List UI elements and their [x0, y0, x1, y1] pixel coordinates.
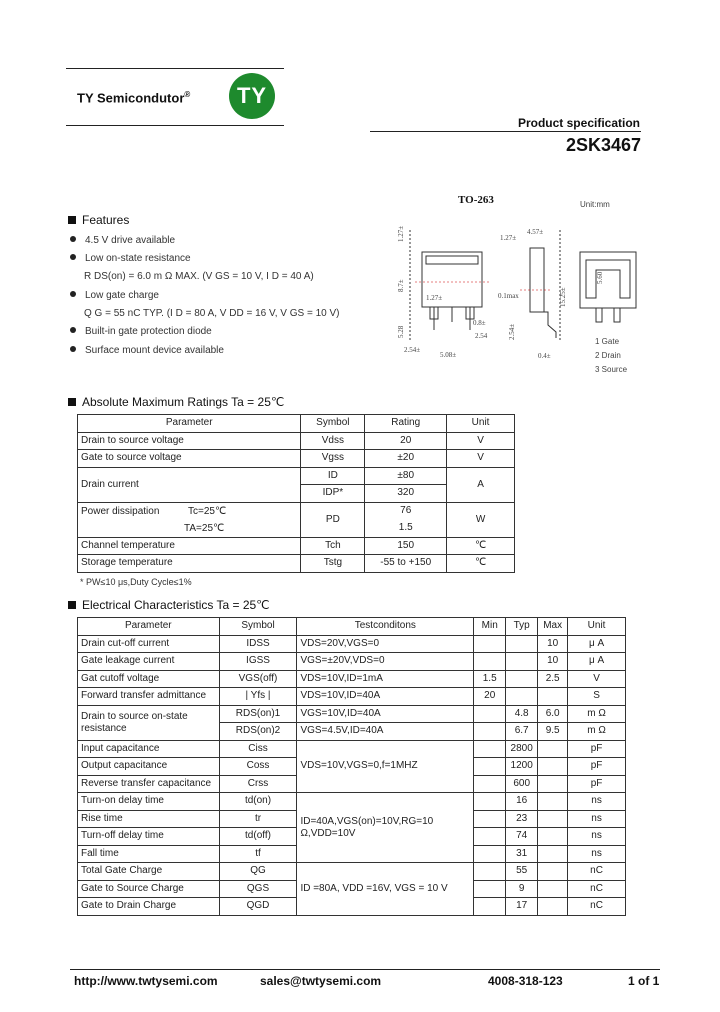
- typ-cell: [506, 635, 538, 653]
- symbol-cell: Vgss: [301, 450, 365, 468]
- feature-item: [84, 271, 314, 282]
- typ-cell: 74: [506, 828, 538, 846]
- min-cell: [474, 653, 506, 671]
- symbol-cell: Coss: [219, 758, 297, 776]
- param-cell: Gate leakage current: [78, 653, 220, 671]
- typ-cell: 55: [506, 863, 538, 881]
- unit-cell: m Ω: [568, 723, 626, 741]
- min-cell: [474, 845, 506, 863]
- brand-text: TY Semicondutor: [77, 90, 185, 106]
- param-cell: Drain cut-off current: [78, 635, 220, 653]
- table-row: [78, 670, 626, 688]
- typ-cell: 2800: [506, 740, 538, 758]
- condition-cell: VGS=10V,ID=40A: [297, 705, 474, 723]
- svg-text:0.1max: 0.1max: [498, 292, 519, 300]
- rating-value-1: 76: [400, 505, 412, 516]
- param-cell: Channel temperature: [78, 537, 301, 555]
- rating-cell: ±80: [365, 467, 447, 485]
- feature-item: [84, 308, 340, 319]
- unit-cell: V: [447, 450, 515, 468]
- max-cell: [538, 758, 568, 776]
- max-cell: [538, 898, 568, 916]
- part-number: 2SK3467: [565, 135, 641, 155]
- unit-cell: pF: [568, 740, 626, 758]
- features-heading: [68, 213, 129, 227]
- footer-rule: [70, 969, 660, 970]
- typ-cell: 4.8: [506, 705, 538, 723]
- title-rule: [370, 131, 641, 132]
- min-cell: [474, 740, 506, 758]
- unit-cell: ns: [568, 845, 626, 863]
- min-cell: [474, 723, 506, 741]
- param-cell: Gate to Drain Charge: [78, 898, 220, 916]
- param-cell: Gat cutoff voltage: [78, 670, 220, 688]
- table-header-row: [78, 415, 515, 433]
- package-outline-svg: [397, 190, 660, 380]
- typ-cell: 600: [506, 775, 538, 793]
- unit-cell: ns: [568, 793, 626, 811]
- header-cell: Unit: [568, 618, 626, 636]
- unit-cell: V: [447, 432, 515, 450]
- max-cell: 6.0: [538, 705, 568, 723]
- max-cell: 9.5: [538, 723, 568, 741]
- max-cell: [538, 793, 568, 811]
- typ-cell: 16: [506, 793, 538, 811]
- symbol-cell: tr: [219, 810, 297, 828]
- min-cell: [474, 863, 506, 881]
- param-cell: Forward transfer admittance: [78, 688, 220, 706]
- footer-website[interactable]: http://www.twtysemi.com: [74, 974, 218, 988]
- param-cell: Rise time: [78, 810, 220, 828]
- min-cell: [474, 898, 506, 916]
- unit-cell: W: [447, 502, 515, 537]
- param-cell: Drain current: [78, 467, 301, 502]
- header-cell: Parameter: [78, 618, 220, 636]
- param-cell: Turn-off delay time: [78, 828, 220, 846]
- pin-1-label: 1 Gate: [595, 337, 620, 346]
- typ-cell: 1200: [506, 758, 538, 776]
- rating-value-2: 1.5: [398, 522, 413, 533]
- header-cell: Max: [538, 618, 568, 636]
- section-square-icon: [68, 398, 76, 406]
- symbol-cell: td(on): [219, 793, 297, 811]
- company-logo: TY: [229, 73, 275, 119]
- pin-3-label: 3 Source: [595, 365, 628, 374]
- table-row: [78, 635, 626, 653]
- min-cell: [474, 810, 506, 828]
- package-title: TO-263: [458, 194, 494, 206]
- package-drawing: [397, 190, 660, 380]
- symbol-cell: IDP*: [301, 485, 365, 503]
- min-cell: 1.5: [474, 670, 506, 688]
- table-row: [78, 863, 626, 881]
- header-cell: Typ: [506, 618, 538, 636]
- param-cell: Drain to source on-state resistance: [78, 705, 220, 740]
- table-row: [78, 705, 626, 723]
- param-cell: Reverse transfer capacitance: [78, 775, 220, 793]
- typ-cell: 23: [506, 810, 538, 828]
- rating-cell: [365, 502, 447, 537]
- table-row: [78, 688, 626, 706]
- power-dissipation-label: Power dissipation: [81, 505, 160, 517]
- condition-cell: VDS=10V,ID=40A: [297, 688, 474, 706]
- abs-max-title: Absolute Maximum Ratings Ta = 25℃: [82, 395, 285, 409]
- unit-cell: μ A: [568, 653, 626, 671]
- param-cell: [78, 502, 301, 537]
- footer-email[interactable]: sales@twtysemi.com: [260, 974, 382, 988]
- table-row: [78, 467, 515, 485]
- unit-cell: pF: [568, 775, 626, 793]
- unit-label: Unit:mm: [580, 200, 610, 209]
- max-cell: [538, 828, 568, 846]
- section-square-icon: [68, 601, 76, 609]
- rating-cell: 20: [365, 432, 447, 450]
- table-row: [78, 793, 626, 811]
- table-row: [78, 653, 626, 671]
- unit-cell: A: [447, 467, 515, 502]
- typ-cell: [506, 670, 538, 688]
- table-row: [78, 740, 626, 758]
- svg-text:1.27±: 1.27±: [397, 225, 405, 242]
- feature-text: 4.5 V drive available: [85, 235, 176, 246]
- max-cell: [538, 810, 568, 828]
- svg-text:5.08±: 5.08±: [440, 351, 457, 359]
- bullet-icon: [70, 254, 76, 260]
- symbol-cell: VGS(off): [219, 670, 297, 688]
- symbol-cell: QGD: [219, 898, 297, 916]
- feature-item: [70, 253, 191, 264]
- param-cell: Total Gate Charge: [78, 863, 220, 881]
- symbol-cell: IDSS: [219, 635, 297, 653]
- symbol-cell: RDS(on)2: [219, 723, 297, 741]
- feature-text: Low on-state resistance: [85, 253, 191, 264]
- feature-item: [70, 235, 175, 246]
- typ-cell: [506, 653, 538, 671]
- elec-title: Electrical Characteristics Ta = 25℃: [82, 598, 270, 612]
- elec-table: [77, 617, 626, 916]
- footer-page: 1 of 1: [628, 974, 660, 988]
- rating-cell: 150: [365, 537, 447, 555]
- symbol-cell: QG: [219, 863, 297, 881]
- feature-item: [70, 290, 159, 301]
- condition-cell: ID =80A, VDD =16V, VGS = 10 V: [297, 863, 474, 916]
- feature-item: [70, 326, 212, 337]
- header-top-rule: [66, 68, 284, 69]
- svg-text:2.54: 2.54: [475, 332, 488, 340]
- feature-text: Q G = 55 nC TYP. (I D = 80 A, V DD = 16 V, V GS = 10 V): [84, 308, 340, 319]
- param-cell: Turn-on delay time: [78, 793, 220, 811]
- svg-text:4.57±: 4.57±: [527, 228, 544, 236]
- min-cell: [474, 793, 506, 811]
- min-cell: [474, 880, 506, 898]
- max-cell: [538, 740, 568, 758]
- param-cell: Input capacitance: [78, 740, 220, 758]
- svg-text:2.54±: 2.54±: [508, 323, 516, 340]
- svg-text:0.8±: 0.8±: [473, 319, 486, 327]
- abs-max-footnote: * PW≤10 μs,Duty Cycle≤1%: [80, 577, 192, 587]
- svg-text:1.27±: 1.27±: [426, 294, 443, 302]
- unit-cell: V: [568, 670, 626, 688]
- symbol-cell: Tstg: [301, 555, 365, 573]
- condition-cell: VGS=4.5V,ID=40A: [297, 723, 474, 741]
- svg-text:0.4±: 0.4±: [538, 352, 551, 360]
- symbol-cell: PD: [301, 502, 365, 537]
- unit-cell: ℃: [447, 555, 515, 573]
- abs-max-heading: [68, 395, 284, 409]
- max-cell: 10: [538, 653, 568, 671]
- header-cell: Symbol: [219, 618, 297, 636]
- condition-cell: VDS=10V,ID=1mA: [297, 670, 474, 688]
- param-cell: Gate to source voltage: [78, 450, 301, 468]
- symbol-cell: | Yfs |: [219, 688, 297, 706]
- symbol-cell: ID: [301, 467, 365, 485]
- condition-tc: Tc=25℃: [188, 505, 227, 517]
- header-cell: Rating: [365, 415, 447, 433]
- package-side-body: [530, 248, 544, 312]
- header-cell: Unit: [447, 415, 515, 433]
- svg-text:5.28: 5.28: [397, 325, 405, 338]
- bullet-icon: [70, 291, 76, 297]
- max-cell: [538, 863, 568, 881]
- max-cell: 10: [538, 635, 568, 653]
- svg-text:1.27±: 1.27±: [500, 234, 517, 242]
- svg-text:2.54±: 2.54±: [404, 346, 421, 354]
- symbol-cell: Vdss: [301, 432, 365, 450]
- product-spec-label: Product specification: [517, 116, 640, 130]
- symbol-cell: Crss: [219, 775, 297, 793]
- unit-cell: S: [568, 688, 626, 706]
- max-cell: [538, 775, 568, 793]
- min-cell: [474, 828, 506, 846]
- unit-cell: nC: [568, 880, 626, 898]
- table-row: [78, 537, 515, 555]
- table-row: [78, 555, 515, 573]
- min-cell: [474, 635, 506, 653]
- min-cell: [474, 758, 506, 776]
- footer-phone: 4008-318-123: [488, 974, 563, 988]
- unit-cell: m Ω: [568, 705, 626, 723]
- unit-cell: ns: [568, 810, 626, 828]
- header-cell: Testconditons: [297, 618, 474, 636]
- brand-name: [77, 90, 190, 105]
- param-cell: Fall time: [78, 845, 220, 863]
- symbol-cell: Ciss: [219, 740, 297, 758]
- min-cell: 20: [474, 688, 506, 706]
- feature-text: Surface mount device available: [85, 345, 224, 356]
- max-cell: [538, 880, 568, 898]
- table-row: [78, 450, 515, 468]
- symbol-cell: tf: [219, 845, 297, 863]
- max-cell: 2.5: [538, 670, 568, 688]
- bullet-icon: [70, 327, 76, 333]
- unit-cell: ℃: [447, 537, 515, 555]
- feature-text: Built-in gate protection diode: [85, 326, 212, 337]
- unit-cell: ns: [568, 828, 626, 846]
- table-row: [78, 432, 515, 450]
- svg-text:5.60: 5.60: [596, 271, 604, 284]
- condition-cell: VDS=10V,VGS=0,f=1MHZ: [297, 740, 474, 793]
- table-row: [78, 502, 515, 537]
- pin-2-label: 2 Drain: [595, 351, 621, 360]
- svg-text:15.25±: 15.25±: [559, 287, 567, 307]
- typ-cell: 6.7: [506, 723, 538, 741]
- typ-cell: 31: [506, 845, 538, 863]
- section-square-icon: [68, 216, 76, 224]
- symbol-cell: QGS: [219, 880, 297, 898]
- symbol-cell: RDS(on)1: [219, 705, 297, 723]
- bullet-icon: [70, 236, 76, 242]
- symbol-cell: Tch: [301, 537, 365, 555]
- feature-text: R DS(on) = 6.0 m Ω MAX. (V GS = 10 V, I D = 40 A): [84, 271, 314, 282]
- unit-cell: nC: [568, 898, 626, 916]
- feature-item: [70, 345, 224, 356]
- condition-ta: TA=25℃: [184, 522, 225, 534]
- min-cell: [474, 775, 506, 793]
- condition-cell: VGS=±20V,VDS=0: [297, 653, 474, 671]
- param-cell: Output capacitance: [78, 758, 220, 776]
- rating-cell: ±20: [365, 450, 447, 468]
- param-cell: Gate to Source Charge: [78, 880, 220, 898]
- header-cell: Min: [474, 618, 506, 636]
- unit-cell: μ A: [568, 635, 626, 653]
- rating-cell: 320: [365, 485, 447, 503]
- registered-mark: ®: [184, 90, 191, 99]
- condition-cell: VDS=20V,VGS=0: [297, 635, 474, 653]
- abs-max-table: [77, 414, 515, 573]
- elec-heading: [68, 598, 270, 612]
- condition-cell: ID=40A,VGS(on)=10V,RG=10 Ω,VDD=10V: [297, 793, 474, 863]
- unit-cell: nC: [568, 863, 626, 881]
- param-cell: Storage temperature: [78, 555, 301, 573]
- feature-text: Low gate charge: [85, 290, 159, 301]
- features-title: Features: [82, 213, 130, 227]
- svg-text:8.7±: 8.7±: [397, 279, 405, 292]
- typ-cell: [506, 688, 538, 706]
- bullet-icon: [70, 346, 76, 352]
- typ-cell: 9: [506, 880, 538, 898]
- symbol-cell: td(off): [219, 828, 297, 846]
- header-bottom-rule: [66, 125, 284, 126]
- param-cell: Drain to source voltage: [78, 432, 301, 450]
- header-cell: Parameter: [78, 415, 301, 433]
- package-front-tab: [426, 256, 478, 264]
- min-cell: [474, 705, 506, 723]
- max-cell: [538, 845, 568, 863]
- symbol-cell: IGSS: [219, 653, 297, 671]
- unit-cell: pF: [568, 758, 626, 776]
- max-cell: [538, 688, 568, 706]
- header-cell: Symbol: [301, 415, 365, 433]
- rating-cell: -55 to +150: [365, 555, 447, 573]
- typ-cell: 17: [506, 898, 538, 916]
- table-header-row: [78, 618, 626, 636]
